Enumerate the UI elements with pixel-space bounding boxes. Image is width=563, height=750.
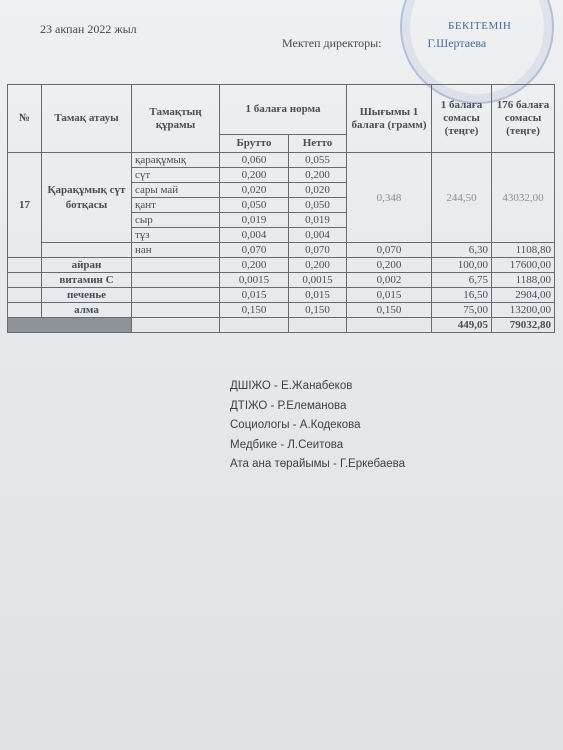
bread-dish-cell	[42, 243, 132, 258]
dish-output: 0,200	[347, 258, 432, 273]
ingredient-brutto: 0,200	[220, 168, 289, 183]
ingredient-netto: 0,004	[289, 228, 347, 243]
signature-line: ДШІЖО - Е.Жанабеков	[230, 380, 353, 392]
ingredient-brutto: 0,020	[220, 183, 289, 198]
menu-table	[7, 84, 555, 333]
approve-label: БЕКІТЕМІН	[448, 20, 512, 32]
bread-output: 0,070	[347, 243, 432, 258]
bread-cost-one: 6,30	[432, 243, 492, 258]
table-row	[8, 258, 555, 273]
table-row	[8, 243, 555, 258]
signatures-list	[230, 377, 405, 475]
dish-output: 0,150	[347, 303, 432, 318]
table-row	[8, 273, 555, 288]
empty-number-cell	[8, 273, 42, 288]
dish-brutto: 0,0015	[220, 273, 289, 288]
empty-number-cell	[8, 288, 42, 303]
main-dish-output: 0,348	[347, 153, 432, 243]
total-empty-cell	[347, 318, 432, 333]
dish-cost-one: 6,75	[432, 273, 492, 288]
empty-number-cell	[8, 303, 42, 318]
dish-cost-one: 16,50	[432, 288, 492, 303]
empty-composition-cell	[132, 288, 220, 303]
signature-line: Социологы - А.Кодекова	[230, 419, 361, 431]
dish-cost-total: 17600,00	[492, 258, 555, 273]
ingredient-name: сары май	[132, 183, 220, 198]
signature-line: Ата ана төрайымы - Г.Еркебаева	[230, 458, 406, 470]
header-dish: Тамақ атауы	[42, 85, 132, 153]
ingredient-brutto: 0,060	[220, 153, 289, 168]
total-empty-cell	[132, 318, 220, 333]
table-row	[8, 153, 555, 168]
day-number: 17	[8, 153, 42, 258]
total-cost-total: 79032,80	[492, 318, 555, 333]
dish-output: 0,002	[347, 273, 432, 288]
total-empty-cell	[289, 318, 347, 333]
bread-name: нан	[132, 243, 220, 258]
total-label-cell	[8, 318, 132, 333]
total-row	[8, 318, 555, 333]
dish-brutto: 0,200	[220, 258, 289, 273]
empty-number-cell	[8, 258, 42, 273]
ingredient-brutto: 0,050	[220, 198, 289, 213]
dish-cost-total: 1188,00	[492, 273, 555, 288]
total-empty-cell	[220, 318, 289, 333]
main-dish-cost-total: 43032,00	[492, 153, 555, 243]
director-label: Мектеп директоры:	[282, 36, 382, 50]
ingredient-name: қарақұмық	[132, 153, 220, 168]
dish-name: печенье	[42, 288, 132, 303]
ingredient-brutto: 0,004	[220, 228, 289, 243]
empty-composition-cell	[132, 273, 220, 288]
ingredient-netto: 0,055	[289, 153, 347, 168]
ingredient-name: сыр	[132, 213, 220, 228]
dish-netto: 0,200	[289, 258, 347, 273]
header-norm: 1 балаға норма	[220, 85, 347, 135]
dish-brutto: 0,150	[220, 303, 289, 318]
ingredient-netto: 0,200	[289, 168, 347, 183]
table-row	[8, 288, 555, 303]
ingredient-brutto: 0,019	[220, 213, 289, 228]
bread-cost-total: 1108,80	[492, 243, 555, 258]
dish-name: витамин С	[42, 273, 132, 288]
ingredient-name: сүт	[132, 168, 220, 183]
director-signature	[385, 36, 425, 51]
ingredient-name: қант	[132, 198, 220, 213]
ingredient-name: тұз	[132, 228, 220, 243]
header-output: Шығымы 1 балаға (грамм)	[347, 85, 432, 153]
header-number: №	[8, 85, 42, 153]
table-header-row	[8, 85, 555, 135]
dish-cost-one: 100,00	[432, 258, 492, 273]
dish-cost-total: 2904,00	[492, 288, 555, 303]
ingredient-netto: 0,019	[289, 213, 347, 228]
dish-netto: 0,150	[289, 303, 347, 318]
header-cost-one: 1 балаға сомасы (теңге)	[432, 85, 492, 153]
ingredient-netto: 0,050	[289, 198, 347, 213]
empty-composition-cell	[132, 258, 220, 273]
empty-composition-cell	[132, 303, 220, 318]
header-netto: Нетто	[289, 135, 347, 153]
dish-netto: 0,015	[289, 288, 347, 303]
header-cost-total: 176 балаға сомасы (теңге)	[492, 85, 555, 153]
total-cost-one: 449,05	[432, 318, 492, 333]
dish-brutto: 0,015	[220, 288, 289, 303]
director-name: Г.Шертаева	[427, 36, 487, 50]
dish-name: алма	[42, 303, 132, 318]
director-line	[282, 36, 486, 51]
dish-cost-one: 75,00	[432, 303, 492, 318]
document-date: 23 акпан 2022 жыл	[40, 22, 137, 36]
header-brutto: Брутто	[220, 135, 289, 153]
dish-output: 0,015	[347, 288, 432, 303]
dish-name: айран	[42, 258, 132, 273]
dish-netto: 0,0015	[289, 273, 347, 288]
main-dish-cost-one: 244,50	[432, 153, 492, 243]
ingredient-netto: 0,020	[289, 183, 347, 198]
signature-line: ДТІЖО - Р.Елеманова	[230, 399, 347, 412]
table-row	[8, 303, 555, 318]
header-composition: Тамақтың құрамы	[132, 85, 220, 153]
dish-cost-total: 13200,00	[492, 303, 555, 318]
signature-line: Медбике - Л.Сеитова	[230, 438, 344, 451]
main-dish-name: Қарақұмық сүт ботқасы	[42, 153, 132, 243]
bread-netto: 0,070	[289, 243, 347, 258]
bread-brutto: 0,070	[220, 243, 289, 258]
